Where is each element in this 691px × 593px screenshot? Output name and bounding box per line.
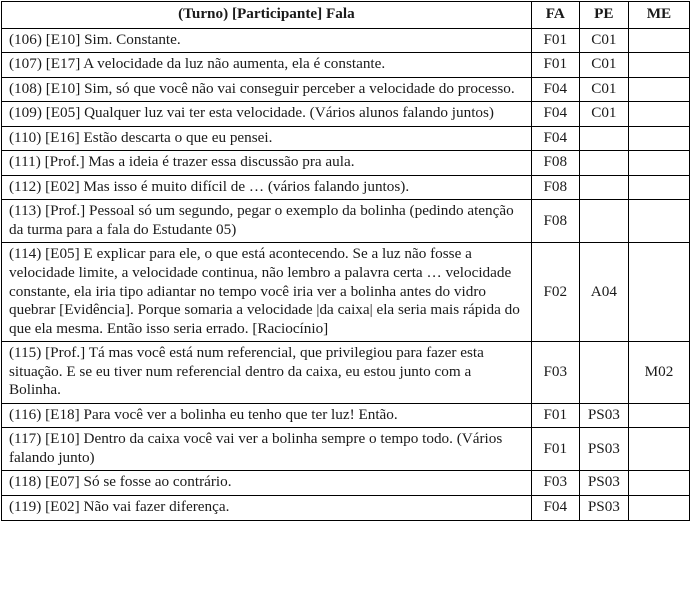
utterance-cell: (111) [Prof.] Mas a ideia é trazer essa discussão pra aula. (2, 151, 532, 176)
table-body (2, 28, 690, 520)
pe-code-cell: PS03 (579, 496, 628, 521)
table-row (2, 151, 690, 176)
pe-code-cell (579, 126, 628, 151)
table-row (2, 102, 690, 127)
table-row (2, 175, 690, 200)
fa-code-cell: F04 (531, 102, 579, 127)
column-header-pe: PE (579, 2, 628, 29)
me-code-cell (628, 403, 689, 428)
table-row (2, 126, 690, 151)
pe-code-cell (579, 342, 628, 404)
fa-code-cell: F02 (531, 243, 579, 342)
utterance-cell: (117) [E10] Dentro da caixa você vai ver a bolinha sempre o tempo todo. (Vários falando junto) (2, 428, 532, 471)
utterance-cell: (115) [Prof.] Tá mas você está num referencial, que privilegiou para fazer esta situação. E se eu tiver num referencial dentro da caixa, eu estou junto com a Bolinha. (2, 342, 532, 404)
fa-code-cell: F04 (531, 126, 579, 151)
me-code-cell: M02 (628, 342, 689, 404)
pe-code-cell: PS03 (579, 403, 628, 428)
fa-code-cell: F01 (531, 403, 579, 428)
fa-code-cell: F03 (531, 471, 579, 496)
me-code-cell (628, 428, 689, 471)
column-header-me: ME (628, 2, 689, 29)
fa-code-cell: F08 (531, 151, 579, 176)
fa-code-cell: F04 (531, 496, 579, 521)
table-row (2, 471, 690, 496)
me-code-cell (628, 53, 689, 78)
me-code-cell (628, 102, 689, 127)
table-row (2, 428, 690, 471)
pe-code-cell: C01 (579, 102, 628, 127)
pe-code-cell (579, 200, 628, 243)
utterance-cell: (116) [E18] Para você ver a bolinha eu tenho que ter luz! Então. (2, 403, 532, 428)
fa-code-cell: F08 (531, 175, 579, 200)
utterance-cell: (109) [E05] Qualquer luz vai ter esta velocidade. (Vários alunos falando juntos) (2, 102, 532, 127)
table-row (2, 53, 690, 78)
column-header-fa: FA (531, 2, 579, 29)
fa-code-cell: F01 (531, 28, 579, 53)
table-row (2, 77, 690, 102)
utterance-cell: (114) [E05] E explicar para ele, o que está acontecendo. Se a luz não fosse a velocidade limite, a velocidade continua, não lembro a palavra certa … velocidade constante, ela iria tipo adiantar no tempo você iria ver a bolinha antes do vidro quebrar [Evidência]. Porque somaria a velocidade |da caixa| ela seria mais rápida do que ela mesma. Então isso seria errado. [Raciocínio] (2, 243, 532, 342)
me-code-cell (628, 151, 689, 176)
transcript-table (1, 1, 690, 521)
table-row (2, 403, 690, 428)
utterance-cell: (107) [E17] A velocidade da luz não aumenta, ela é constante. (2, 53, 532, 78)
fa-code-cell: F04 (531, 77, 579, 102)
me-code-cell (628, 28, 689, 53)
table-row (2, 496, 690, 521)
table-row (2, 243, 690, 342)
pe-code-cell: PS03 (579, 428, 628, 471)
me-code-cell (628, 175, 689, 200)
me-code-cell (628, 243, 689, 342)
me-code-cell (628, 471, 689, 496)
column-header-utterance: (Turno) [Participante] Fala (2, 2, 532, 29)
utterance-cell: (113) [Prof.] Pessoal só um segundo, pegar o exemplo da bolinha (pedindo atenção da turma para a fala do Estudante 05) (2, 200, 532, 243)
table-row (2, 200, 690, 243)
table-header-row (2, 2, 690, 29)
fa-code-cell: F03 (531, 342, 579, 404)
table-row (2, 28, 690, 53)
me-code-cell (628, 496, 689, 521)
pe-code-cell (579, 151, 628, 176)
pe-code-cell (579, 175, 628, 200)
pe-code-cell: C01 (579, 28, 628, 53)
me-code-cell (628, 200, 689, 243)
fa-code-cell: F08 (531, 200, 579, 243)
utterance-cell: (112) [E02] Mas isso é muito difícil de … (vários falando juntos). (2, 175, 532, 200)
fa-code-cell: F01 (531, 53, 579, 78)
utterance-cell: (118) [E07] Só se fosse ao contrário. (2, 471, 532, 496)
utterance-cell: (108) [E10] Sim, só que você não vai conseguir perceber a velocidade do processo. (2, 77, 532, 102)
fa-code-cell: F01 (531, 428, 579, 471)
table-row (2, 342, 690, 404)
me-code-cell (628, 77, 689, 102)
pe-code-cell: C01 (579, 53, 628, 78)
utterance-cell: (106) [E10] Sim. Constante. (2, 28, 532, 53)
pe-code-cell: A04 (579, 243, 628, 342)
me-code-cell (628, 126, 689, 151)
pe-code-cell: PS03 (579, 471, 628, 496)
pe-code-cell: C01 (579, 77, 628, 102)
utterance-cell: (110) [E16] Estão descarta o que eu pensei. (2, 126, 532, 151)
utterance-cell: (119) [E02] Não vai fazer diferença. (2, 496, 532, 521)
